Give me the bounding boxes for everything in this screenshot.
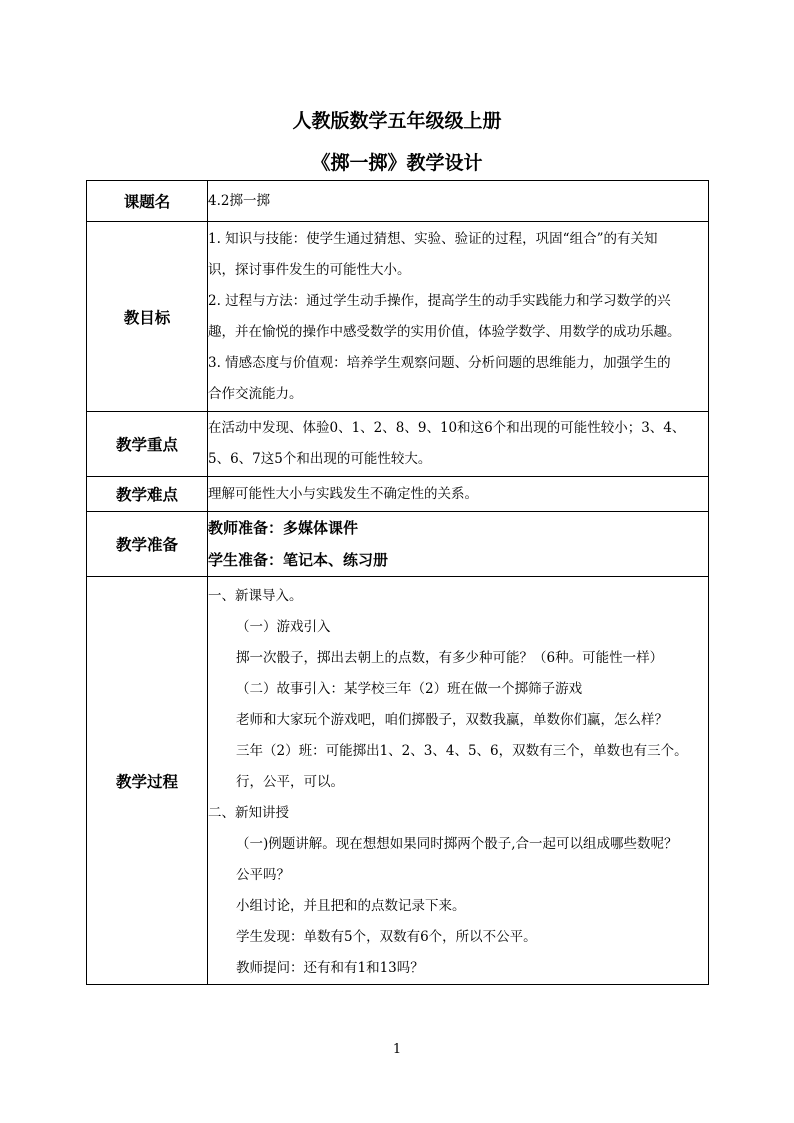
process-content <box>208 577 709 985</box>
objectives-line: 合作交流能力。 <box>208 385 303 402</box>
document-title: 人教版数学五年级级上册 <box>292 110 502 132</box>
preparation-content <box>208 512 709 577</box>
process-label: 教学过程 <box>87 577 208 985</box>
process-line: 小组讨论，并且把和的点数记录下来。 <box>236 898 466 914</box>
process-line: （一）游戏引入 <box>236 619 331 635</box>
lesson-plan-table <box>86 180 709 985</box>
process-line: 学生发现：单数有5个，双数有6个，所以不公平。 <box>236 929 537 945</box>
process-line: （一)例题讲解。现在想想如果同时掷两个骰子,合一起可以组成哪些数呢？ <box>236 836 678 852</box>
difficulties-text: 理解可能性大小与实践发生不确定性的关系。 <box>208 485 478 502</box>
key-points-content <box>208 412 709 477</box>
process-line: 掷一次骰子，掷出去朝上的点数，有多少种可能？（6种。可能性一样） <box>236 650 664 666</box>
process-line: 公平吗？ <box>236 867 290 883</box>
process-line: 三年（2）班：可能掷出1、2、3、4、5、6，双数有三个，单数也有三个。 <box>236 743 688 759</box>
objectives-label: 教目标 <box>87 222 208 412</box>
topic-content <box>208 181 709 222</box>
topic-text: 4.2掷一掷 <box>208 192 270 209</box>
objectives-line: 2. 过程与方法：通过学生动手操作，提高学生的动手实践能力和学习数学的兴 <box>208 292 671 309</box>
topic-label: 课题名 <box>87 181 208 222</box>
student-preparation: 学生准备：笔记本、练习册 <box>208 551 389 569</box>
objectives-line: 3. 情感态度与价值观：培养学生观察问题、分析问题的思维能力，加强学生的 <box>208 354 671 371</box>
key-points-line: 在活动中发现、体验0、1、2、8、9、10和这6个和出现的可能性较小；3、4、 <box>208 420 686 436</box>
table-row-topic <box>87 181 709 222</box>
document-subtitle: 《掷一掷》教学设计 <box>311 152 483 174</box>
teacher-preparation: 教师准备：多媒体课件 <box>208 519 359 537</box>
table-row-process <box>87 577 709 985</box>
preparation-label: 教学准备 <box>87 512 208 577</box>
process-line: 老师和大家玩个游戏吧，咱们掷骰子，双数我赢，单数你们赢，怎么样？ <box>236 712 668 728</box>
objectives-content <box>208 222 709 412</box>
process-line: 行，公平，可以。 <box>236 774 344 790</box>
key-points-label: 教学重点 <box>87 412 208 477</box>
objectives-line: 趣，并在愉悦的操作中感受数学的实用价值，体验学数学、用数学的成功乐趣。 <box>208 323 681 340</box>
process-line: （二）故事引入：某学校三年（2）班在做一个掷筛子游戏 <box>236 681 583 697</box>
difficulties-label: 教学难点 <box>87 477 208 512</box>
process-line: 二、新知讲授 <box>208 805 289 821</box>
table-row-key-points <box>87 412 709 477</box>
table-row-objectives <box>87 222 709 412</box>
key-points-line: 5、6、7这5个和出现的可能性较大。 <box>208 451 432 467</box>
difficulties-content <box>208 477 709 512</box>
process-line: 一、新课导入。 <box>208 588 303 604</box>
page-number: 1 <box>392 1042 402 1057</box>
process-line: 教师提问：还有和有1和13吗？ <box>236 960 424 976</box>
table-row-difficulties <box>87 477 709 512</box>
table-row-preparation <box>87 512 709 577</box>
objectives-line: 1. 知识与技能：使学生通过猜想、实验、验证的过程，巩固“组合”的有关知 <box>208 230 658 247</box>
objectives-line: 识，探讨事件发生的可能性大小。 <box>208 261 411 278</box>
